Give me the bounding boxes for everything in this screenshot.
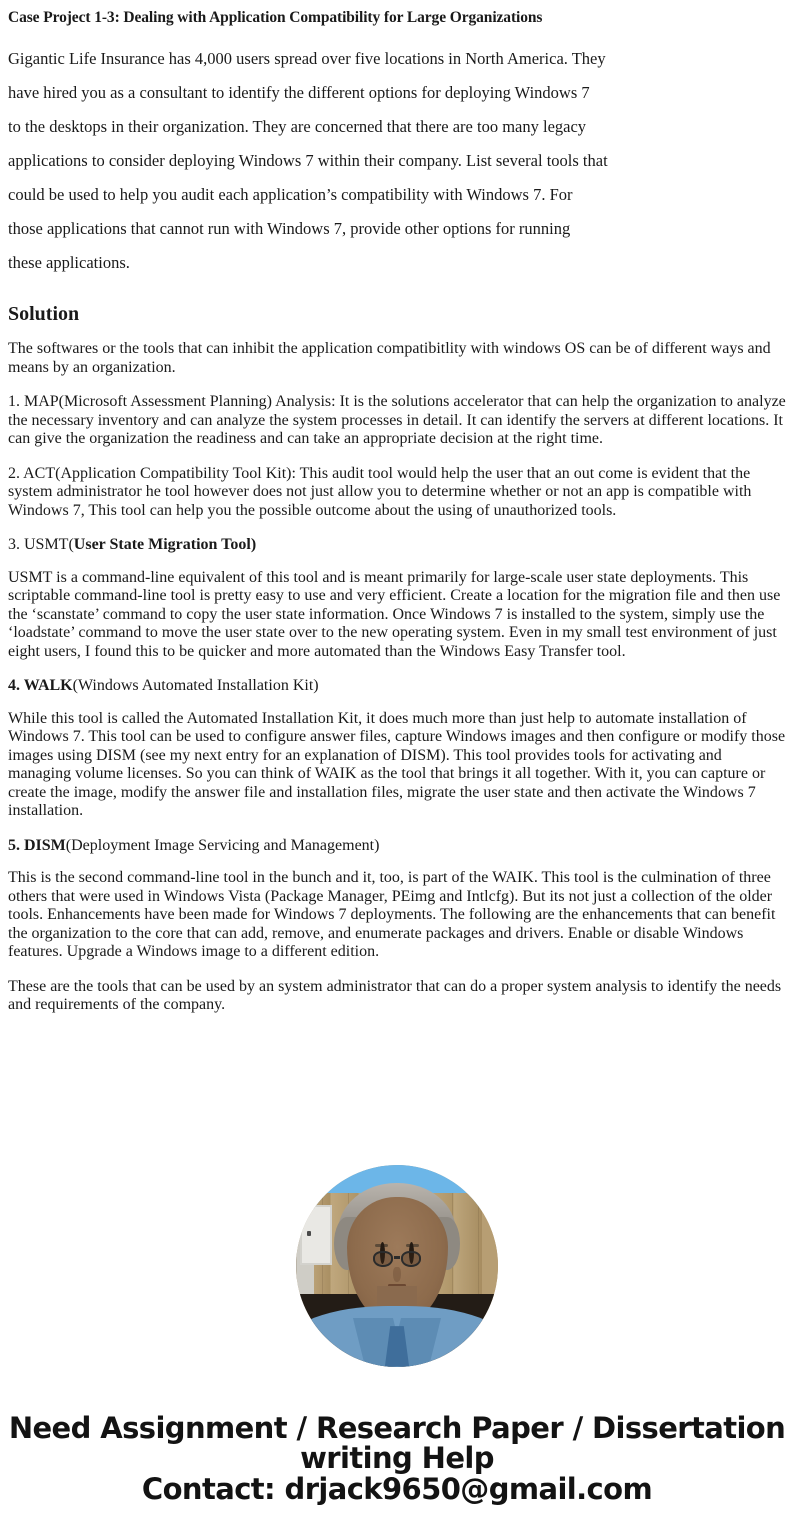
glasses-icon [373,1251,421,1267]
avatar-lens-right [401,1251,421,1267]
tool-item-1-paragraph: 1. MAP(Microsoft Assessment Planning) Analysis: It is the solutions accelerator that can help the organization to analyze the necessary inventory and can analyze the system processes in detail. It can identify the servers at different locations. It can give the organization the readiness and can take an appropriate decision at the right time. [8,393,786,447]
avatar-nose [393,1267,400,1282]
tool-item-3-paragraph: USMT is a command-line equivalent of this tool and is meant primarily for large-scale user state deployments. This scriptable command-line tool is pretty easy to use and very efficient. Create a location for the migration file and then use the ‘scanstate’ command to copy the user state information. Once Windows 7 is installed to the system, simply use the ‘loadstate’ command to move the user state over to the new operating system. Even in my small test environment of just eight users, I found this to be quicker and more automated than the Windows Easy Transfer tool. [8,568,781,660]
closing-paragraph: These are the tools that can be used by an system administrator that can do a proper system analysis to identify the needs and requirements of the company. [8,977,782,1013]
tool-item-5-label [8,837,786,856]
avatar-container [8,1165,786,1367]
tool-item-2-paragraph: 2. ACT(Application Compatibility Tool Kit): This audit tool would help the user that an out come is evident that the system administrator he tool however does not just allow you to determine whether or not an app is compatible with Windows 7, This tool can help you the possible outcome about the using of unauthorized tools. [8,464,752,519]
footer-contact-block [8,1410,786,1524]
intro-line: to the desktops in their organization. They are concerned that there are too many legacy [8,117,587,136]
page-title: Case Project 1-3: Dealing with Application Compatibility for Large Organizations [8,9,543,26]
tool-item-3-label [8,536,786,555]
document-page [0,8,794,1524]
intro-line: applications to consider deploying Windows 7 within their company. List several tools that [8,151,608,170]
intro-paragraph [8,42,786,280]
solution-heading: Solution [8,303,80,325]
footer-headline-continued: writing Help [300,1440,494,1475]
intro-line: could be used to help you audit each application’s compatibility with Windows 7. For [8,185,573,204]
intro-line: have hired you as a consultant to identify the different options for deploying Windows 7 [8,83,590,102]
avatar-glasses-bridge [394,1256,400,1259]
footer-headline: Need Assignment / Research Paper / Dissertation [8,1410,786,1445]
avatar-wall-panel [300,1205,332,1266]
tool-item-4-label-bold: 4. WALK [8,677,73,694]
tool-item-4-label-plain: (Windows Automated Installation Kit) [72,677,319,694]
tool-item-4-paragraph: While this tool is called the Automated Installation Kit, it does much more than just help to automate installation of Windows 7. This tool can be used to configure answer files, capture Windows images and then configure or modify those images using DISM (see my next entry for an explanation of DISM). This tool provides tools for activating and managing volume licenses. So you can think of WAIK as the tool that brings it all together. With it, you can capture or create the image, modify the answer file and installation files, migrate the user state and then activate the Windows 7 installation. [8,709,786,819]
intro-line: Gigantic Life Insurance has 4,000 users spread over five locations in North America. They [8,49,606,68]
intro-line: these applications. [8,253,130,272]
tool-item-5-paragraph: This is the second command-line tool in the bunch and it, too, is part of the WAIK. This tool is the culmination of three others that were used in Windows Vista (Package Manager, PEimg and Intlcfg). But its not just a collection of the older tools. Enhancements have been made for Windows 7 deployments. The following are the enhancements that can benefit the organization to the core that can add, remove, and enumerate packages and drivers. Enable or disable Windows features. Upgrade a Windows image to a different edition. [8,869,776,960]
tool-item-5-label-bold: 5. DISM [8,836,66,854]
intro-line: those applications that cannot run with Windows 7, provide other options for running [8,219,571,238]
avatar-lens-left [373,1251,393,1267]
solution-intro-paragraph: The softwares or the tools that can inhibit the application compatibitlity with windows OS can be of different ways and means by an organization. [8,340,771,376]
tool-item-3-label-bold: User State Migration Tool) [73,536,257,553]
avatar [296,1165,498,1367]
footer-contact-email: Contact: drjack9650@gmail.com [141,1471,653,1506]
tool-item-4-label [8,677,786,696]
tool-item-3-label-plain: 3. USMT( [8,536,74,553]
tool-item-5-label-plain: (Deployment Image Servicing and Management) [65,836,380,854]
